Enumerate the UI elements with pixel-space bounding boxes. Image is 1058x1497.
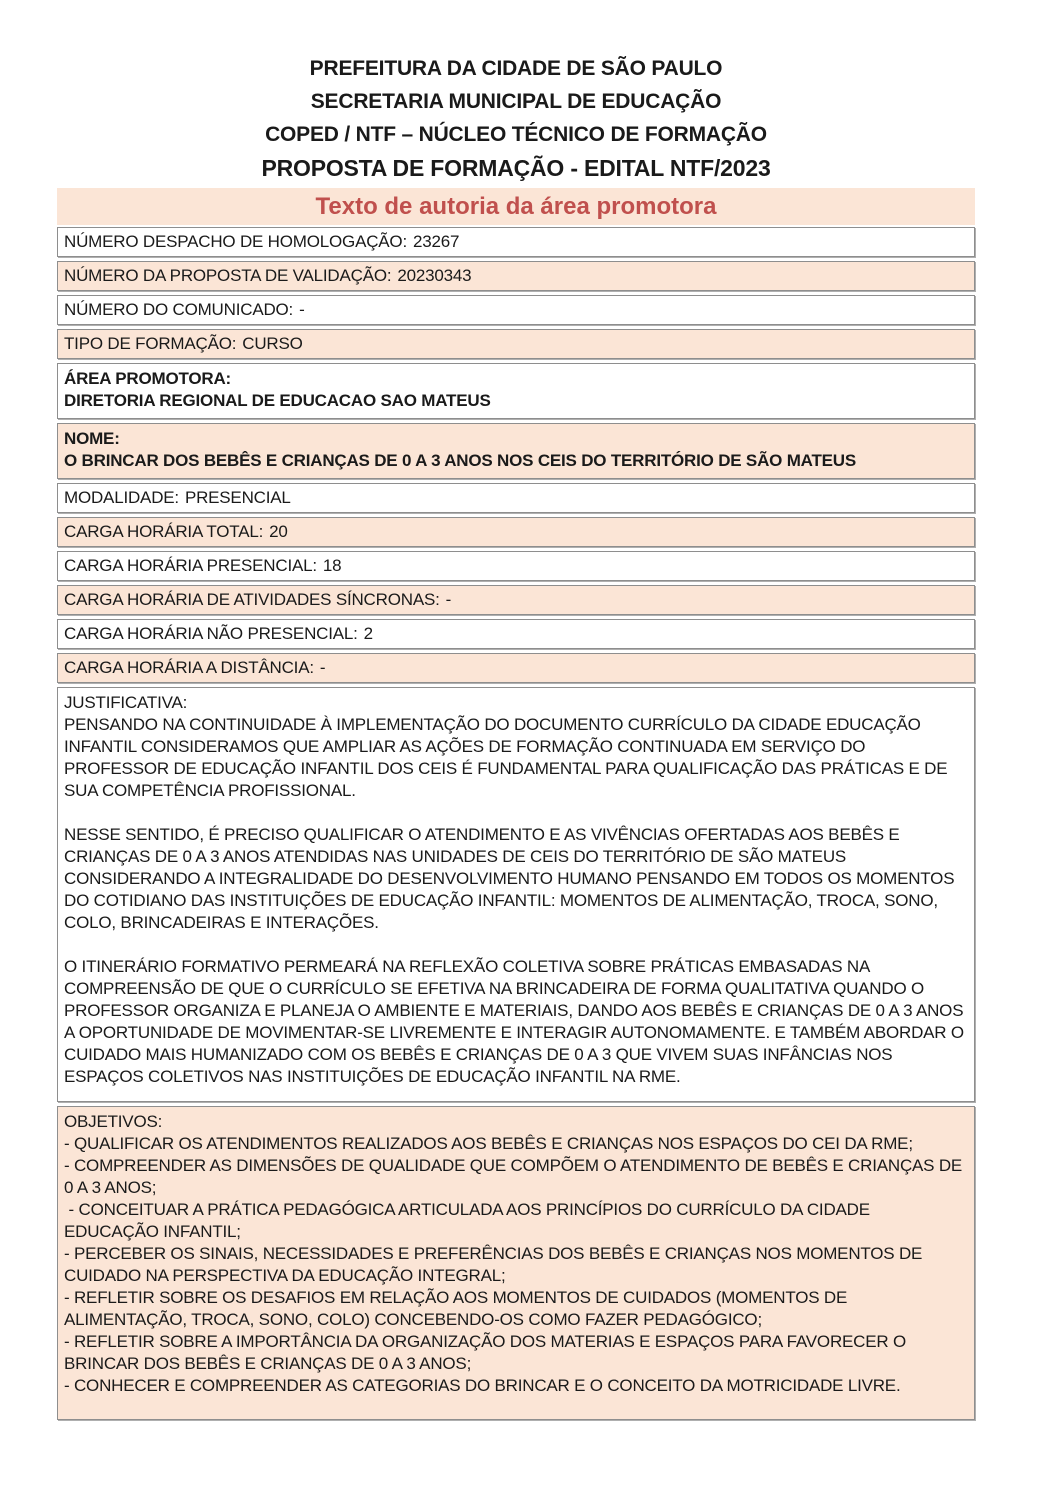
field-row-area-promotora — [57, 363, 975, 419]
field-row-carga-nao-presencial — [57, 619, 975, 649]
authorship-banner: Texto de autoria da área promotora — [57, 188, 975, 225]
field-label: ÁREA PROMOTORA: — [64, 369, 232, 388]
field-label: CARGA HORÁRIA NÃO PRESENCIAL: — [64, 624, 358, 643]
field-label: NÚMERO DESPACHO DE HOMOLOGAÇÃO: — [64, 232, 407, 251]
field-row-carga-presencial — [57, 551, 975, 581]
objetivo-item: - REFLETIR SOBRE A IMPORTÂNCIA DA ORGANIZAÇÃO DOS MATERIAS E ESPAÇOS PARA FAVORECER O BRINCAR DOS BEBÊS E CRIANÇAS DE 0 A 3 ANOS; — [64, 1332, 911, 1373]
justificativa-paragraph: O ITINERÁRIO FORMATIVO PERMEARÁ NA REFLEXÃO COLETIVA SOBRE PRÁTICAS EMBASADAS NA COMPREENSÃO DE QUE O CURRÍCULO SE EFETIVA NA BRINCADEIRA DE FORMA QUALITATIVA QUANDO O PROFESSOR ORGANIZA E PLANEJA O AMBIENTE E MATERIAIS, DANDO AOS BEBÊS E CRIANÇAS DE 0 A 3 ANOS A OPORTUNIDADE DE MOVIMENTAR-SE LIVREMENTE E INTERAGIR AUTONOMAMENTE. E TAMBÉM ABORDAR O CUIDADO MAIS HUMANIZADO COM OS BEBÊS E CRIANÇAS DE 0 A 3 QUE VIVEM SUAS INFÂNCIAS NOS ESPAÇOS COLETIVOS NAS INSTITUIÇÕES DE EDUCAÇÃO INFANTIL NA RME. — [64, 957, 969, 1086]
objetivo-item: - COMPREENDER AS DIMENSÕES DE QUALIDADE QUE COMPÕEM O ATENDIMENTO DE BEBÊS E CRIANÇAS DE 0 A 3 ANOS; — [64, 1156, 967, 1197]
objetivos-section — [57, 1106, 975, 1420]
field-value: 20230343 — [397, 266, 472, 285]
header-line-institution: PREFEITURA DA CIDADE DE SÃO PAULO — [309, 57, 723, 80]
field-value: O BRINCAR DOS BEBÊS E CRIANÇAS DE 0 A 3 ANOS NOS CEIS DO TERRITÓRIO DE SÃO MATEUS — [64, 451, 857, 470]
header-line-secretary: SECRETARIA MUNICIPAL DE EDUCAÇÃO — [310, 90, 722, 113]
justificativa-title: JUSTIFICATIVA: — [64, 693, 188, 712]
field-value: PRESENCIAL — [184, 488, 291, 507]
field-value: DIRETORIA REGIONAL DE EDUCACAO SAO MATEUS — [64, 391, 491, 410]
field-label: NOME: — [64, 429, 120, 448]
field-row-tipo-formacao — [57, 329, 975, 359]
document-content — [57, 0, 975, 1424]
field-value: 2 — [363, 624, 373, 643]
field-value: 20 — [269, 522, 288, 541]
objetivos-title: OBJETIVOS: — [64, 1112, 163, 1131]
field-label: NÚMERO DA PROPOSTA DE VALIDAÇÃO: — [64, 266, 392, 285]
header-line-title: PROPOSTA DE FORMAÇÃO - EDITAL NTF/2023 — [261, 155, 771, 181]
objetivo-item: - PERCEBER OS SINAIS, NECESSIDADES E PREFERÊNCIAS DOS BEBÊS E CRIANÇAS NOS MOMENTOS DE CUIDADO NA PERSPECTIVA DA EDUCAÇÃO INTEGRAL; — [64, 1244, 927, 1285]
field-label: CARGA HORÁRIA PRESENCIAL: — [64, 556, 317, 575]
objetivo-item: - CONCEITUAR A PRÁTICA PEDAGÓGICA ARTICULADA AOS PRINCÍPIOS DO CURRÍCULO DA CIDADE EDUCAÇÃO INFANTIL; — [64, 1200, 875, 1241]
field-row-numero-proposta — [57, 261, 975, 291]
field-row-nome — [57, 423, 975, 479]
document-header — [57, 0, 975, 185]
field-value: - — [299, 300, 305, 319]
field-row-numero-comunicado — [57, 295, 975, 325]
field-value: - — [445, 590, 452, 609]
field-value: - — [319, 658, 326, 677]
field-label: TIPO DE FORMAÇÃO: — [64, 334, 237, 353]
objetivo-item: - QUALIFICAR OS ATENDIMENTOS REALIZADOS AOS BEBÊS E CRIANÇAS NOS ESPAÇOS DO CEI DA RME; — [64, 1134, 913, 1153]
field-label: CARGA HORÁRIA A DISTÂNCIA: — [64, 658, 314, 677]
field-row-numero-despacho — [57, 227, 975, 257]
field-value: 18 — [322, 556, 342, 575]
field-label: MODALIDADE: — [64, 488, 179, 507]
field-row-modalidade — [57, 483, 975, 513]
justificativa-paragraph: NESSE SENTIDO, É PRECISO QUALIFICAR O ATENDIMENTO E AS VIVÊNCIAS OFERTADAS AOS BEBÊS E CRIANÇAS DE 0 A 3 ANOS ATENDIDAS NAS UNIDADES DE CEIS DO TERRITÓRIO DE SÃO MATEUS CONSIDERANDO A INTEGRALIDADE DO DESENVOLVIMENTO HUMANO PENSANDO EM TODOS OS MOMENTOS DO COTIDIANO DAS INSTITUIÇÕES DE EDUCAÇÃO INFANTIL: MOMENTOS DE ALIMENTAÇÃO, TROCA, SONO, COLO, BRINCADEIRAS E INTERAÇÕES. — [64, 825, 959, 932]
justificativa-paragraph: PENSANDO NA CONTINUIDADE À IMPLEMENTAÇÃO DO DOCUMENTO CURRÍCULO DA CIDADE EDUCAÇÃO INFANTIL CONSIDERAMOS QUE AMPLIAR AS AÇÕES DE FORMAÇÃO CONTINUADA EM SERVIÇO DO PROFESSOR DE EDUCAÇÃO INFANTIL DOS CEIS É FUNDAMENTAL PARA QUALIFICAÇÃO DAS PRÁTICAS E DE SUA COMPETÊNCIA PROFISSIONAL. — [64, 715, 952, 800]
field-row-carga-total — [57, 517, 975, 547]
field-row-carga-sincronas — [57, 585, 975, 615]
field-label: CARGA HORÁRIA TOTAL: — [64, 522, 264, 541]
objetivo-item: - REFLETIR SOBRE OS DESAFIOS EM RELAÇÃO AOS MOMENTOS DE CUIDADOS (MOMENTOS DE ALIMENTAÇÃO, TROCA, SONO, COLO) CONCEBENDO-OS COMO FAZER PEDAGÓGICO; — [64, 1288, 851, 1329]
field-value: 23267 — [412, 232, 460, 251]
field-label: CARGA HORÁRIA DE ATIVIDADES SÍNCRONAS: — [64, 590, 440, 609]
field-label: NÚMERO DO COMUNICADO: — [64, 300, 294, 319]
field-row-carga-distancia — [57, 653, 975, 683]
field-value: CURSO — [242, 334, 303, 353]
justificativa-section — [57, 687, 975, 1102]
objetivo-item: - CONHECER E COMPREENDER AS CATEGORIAS DO BRINCAR E O CONCEITO DA MOTRICIDADE LIVRE. — [64, 1376, 901, 1395]
header-line-department: COPED / NTF – NÚCLEO TÉCNICO DE FORMAÇÃO — [265, 123, 767, 146]
